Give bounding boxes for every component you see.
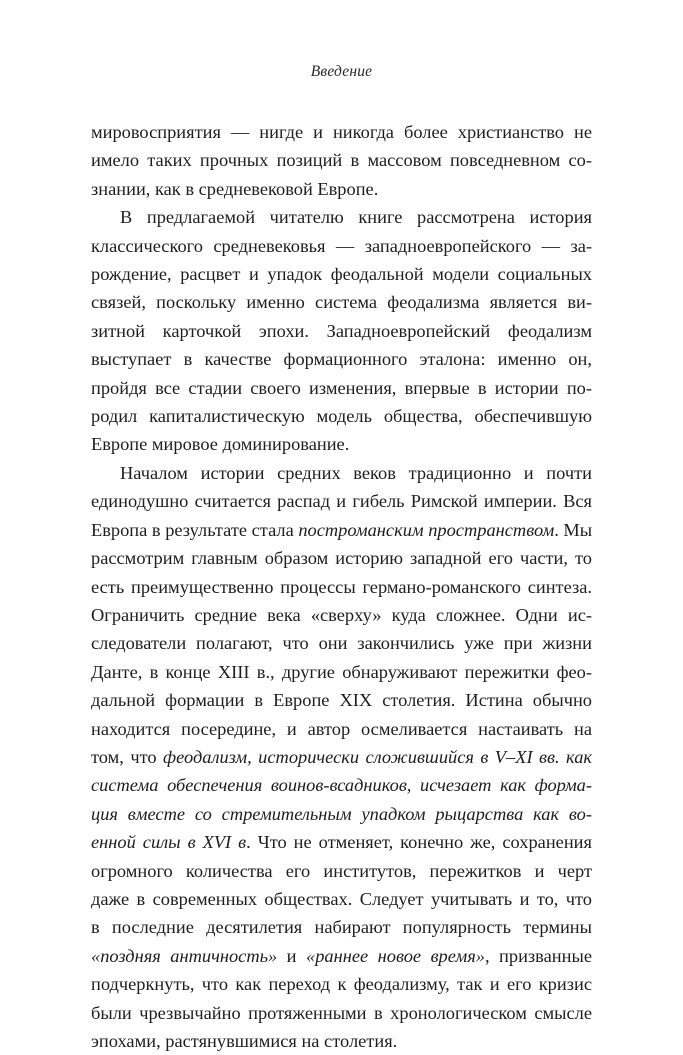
text-line [91, 430, 592, 458]
text-fragment: рассмотрим главным образом историю западной его части, то [91, 548, 592, 569]
text-line [91, 402, 592, 430]
text-line [91, 1027, 592, 1055]
text-fragment: даже в современных обществах. Следует учитывать и то, что [91, 888, 592, 909]
text-fragment: следователи полагают, что они закончились уже при жизни [91, 633, 592, 654]
text-fragment: Началом истории средних веков традиционно и почти [120, 462, 592, 483]
text-fragment: дальной формации в Европе XIX столетия. Истина обычно [91, 690, 592, 711]
text-fragment: Европе мировое доминирование. [91, 434, 350, 455]
text-line [91, 459, 592, 487]
paragraph [91, 203, 592, 459]
text-line [91, 970, 592, 998]
text-line [91, 999, 592, 1027]
text-line [91, 288, 592, 316]
text-line [91, 828, 592, 856]
text-line [91, 686, 592, 714]
text-line [91, 715, 592, 743]
text-line [91, 487, 592, 515]
italic-fragment: «раннее новое время» [306, 945, 485, 966]
text-fragment: находится посередине, и автор осмеливается настаивать на [91, 718, 592, 739]
text-fragment: знании, как в средневековой Европе. [91, 178, 379, 199]
text-fragment: зитной карточкой эпохи. Западноевропейский феодализм [91, 320, 592, 341]
text-line [91, 800, 592, 828]
paragraph [91, 118, 592, 203]
italic-fragment: «поздняя античность» [91, 945, 278, 966]
text-line [91, 857, 592, 885]
text-fragment: . Мы [554, 519, 593, 540]
text-line [91, 771, 592, 799]
text-line [91, 345, 592, 373]
text-line [91, 658, 592, 686]
text-line [91, 573, 592, 601]
text-fragment: связей, поскольку именно система феодализма является ви- [91, 292, 592, 313]
text-fragment: Ограничить средние века «сверху» куда сложнее. Одни ис- [91, 604, 592, 625]
text-line [91, 374, 592, 402]
text-fragment: родил капиталистическую модель общества, обеспечившую [91, 406, 592, 427]
text-fragment: имело таких прочных позиций в массовом повседневном со- [91, 150, 592, 171]
text-fragment: подчеркнуть, что как переход к феодализму, так и его кризис [91, 974, 592, 995]
text-line [91, 913, 592, 941]
text-fragment: эпохами, растянувшимися на столетия. [91, 1031, 398, 1051]
italic-fragment: система обеспечения воинов-всадников, исчезает как форма- [91, 775, 592, 796]
text-line [91, 885, 592, 913]
text-fragment: огромного количества его институтов, пережитков и черт [91, 860, 592, 881]
italic-fragment: феодализм, исторически сложившийся в V–XI вв. как [163, 746, 592, 767]
text-fragment: были чрезвычайно протяженными в хронологическом смысле [91, 1002, 592, 1023]
body-text [91, 118, 592, 1055]
text-line [91, 601, 592, 629]
text-line [91, 260, 592, 288]
text-fragment: . Что не отменяет, конечно же, сохранения [246, 832, 592, 853]
text-line [91, 118, 592, 146]
text-line [91, 232, 592, 260]
text-fragment: рождение, расцвет и упадок феодальной модели социальных [91, 264, 592, 285]
text-fragment: выступает в качестве формационного эталона: именно он, [91, 349, 592, 370]
text-line [91, 516, 592, 544]
italic-fragment: построманским пространством [298, 519, 555, 540]
text-fragment: том, что [91, 746, 164, 767]
text-line [91, 942, 592, 970]
text-line [91, 317, 592, 345]
text-fragment: пройдя все стадии своего изменения, впервые в истории по- [91, 377, 592, 398]
text-line [91, 743, 592, 771]
text-fragment: и [277, 945, 307, 966]
italic-fragment: ция вместе со стремительным упадком рыцарства как во- [91, 803, 592, 824]
running-header: Введение [310, 63, 373, 80]
text-fragment: классического средневековья — западноевропейского — за- [91, 235, 592, 256]
text-fragment: мировосприятия — нигде и никогда более христианство не [91, 122, 592, 142]
text-line [91, 629, 592, 657]
text-fragment: В предлагаемой читателю книге рассмотрена история [120, 207, 592, 228]
text-fragment: , призванные [484, 945, 592, 966]
italic-fragment: енной силы в XVI в [91, 832, 247, 853]
text-fragment: Европа в результате стала [91, 519, 299, 540]
text-fragment: Данте, в конце XIII в., другие обнаруживают пережитки фео- [91, 661, 592, 682]
text-fragment: единодушно считается распад и гибель Римской империи. Вся [91, 491, 592, 512]
paragraph [91, 459, 592, 1055]
text-line [91, 146, 592, 174]
text-fragment: в последние десятилетия набирают популярность термины [91, 917, 592, 938]
text-line [91, 203, 592, 231]
text-line [91, 175, 592, 203]
text-fragment: есть преимущественно процессы германо-романского синтеза. [91, 576, 592, 597]
text-line [91, 544, 592, 572]
